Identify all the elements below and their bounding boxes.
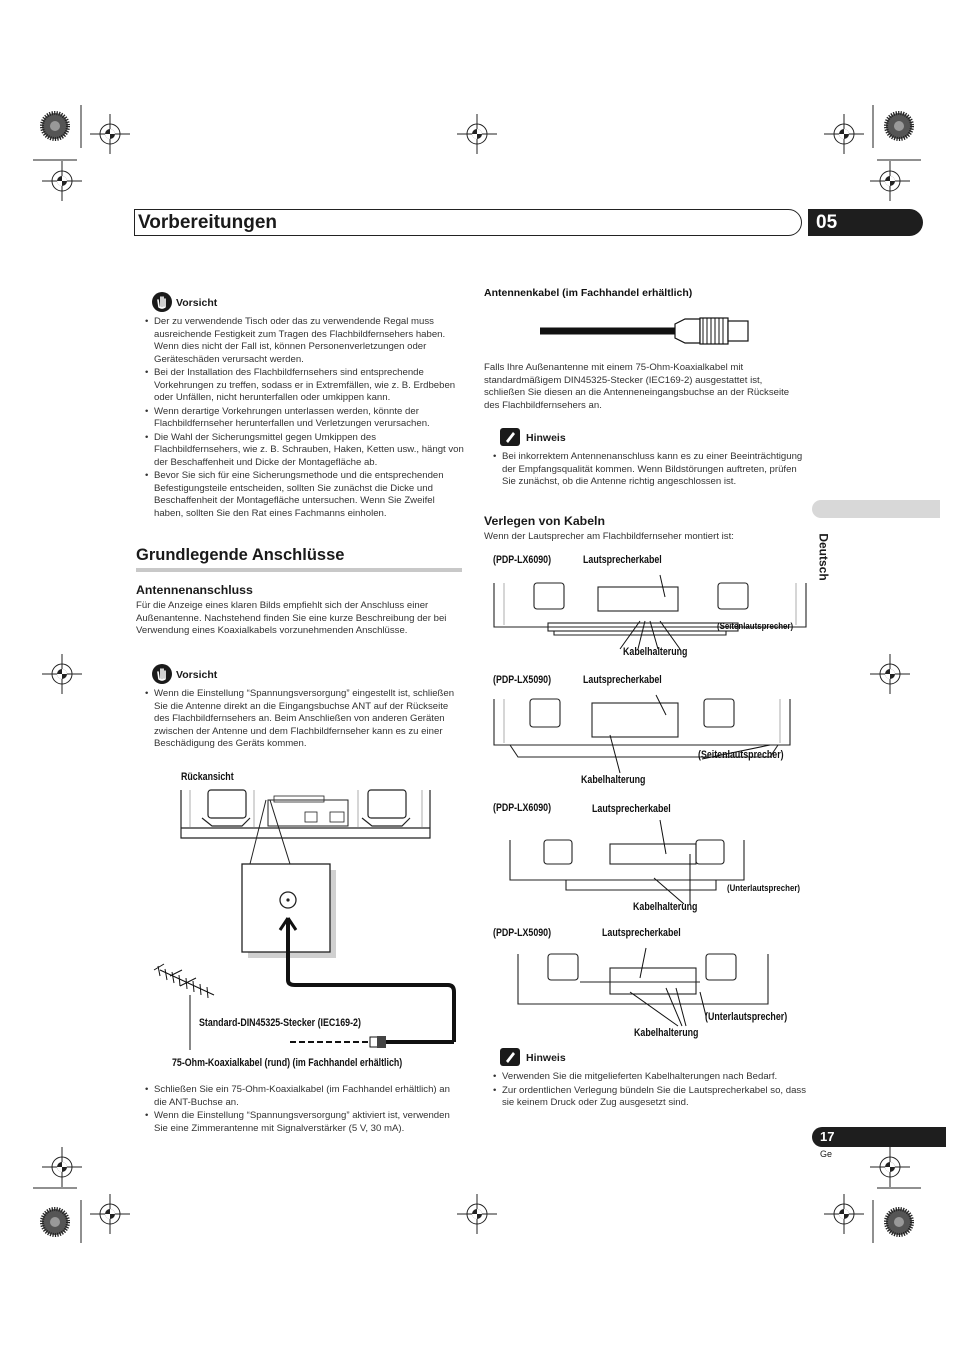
cable-holder-label: Kabelhalterung (634, 1027, 699, 1039)
rear-view-label: Rückansicht (181, 771, 234, 783)
list-item: • Bevor Sie sich für eine Sicherungsmethode und die entsprechenden Befestigungsteile entscheiden, sollten Sie zunächst die Dicke und Beschaffenheit der Montagefläche untersuchen. Wenn Sie Zweifel haben, sollten Sie den Rat eines Fachmanns einholen. (144, 470, 464, 520)
cable-holder-label: Kabelhalterung (623, 646, 688, 658)
plug-label: Standard-DIN45325-Stecker (IEC169-2) (199, 1017, 361, 1029)
routing-heading: Verlegen von Kabeln (484, 514, 605, 528)
model-label: (PDP-LX6090) (493, 554, 552, 566)
page-number: 17 (812, 1127, 946, 1147)
cable-text: Falls Ihre Außenantenne mit einem 75-Ohm-Koaxialkabel mit standardmäßigem DIN45325-Stecker (IEC169-2) ausgestattet ist, schließen Sie diesen an die Antenneneingangsbuchse an der Rückseite des Flachbildfernsehers an. (484, 362, 790, 411)
note-pencil-icon (500, 428, 520, 446)
page-language-code: Ge (820, 1149, 833, 1159)
caution-hand-icon (152, 292, 172, 312)
language-label: Deutsch (816, 533, 831, 581)
caution-list (144, 316, 464, 521)
antenna-notes (144, 1084, 464, 1136)
list-item: • Schließen Sie ein 75-Ohm-Koaxialkabel (im Fachhandel erhältlich) an die ANT-Buchse an. (144, 1084, 464, 1109)
note-heading: Hinweis (526, 1052, 566, 1064)
language-tab (812, 500, 940, 518)
list-item: • Wenn derartige Vorkehrungen unterlassen werden, könnte der Flachbildfernseher herunterfallen und Verletzungen verursachen. (144, 406, 464, 431)
speaker-cable-label: Lautsprecherkabel (583, 674, 662, 686)
caution-hand-icon (152, 664, 172, 684)
list-item: • Verwenden Sie die mitgelieferten Kabelhalterungen nach Bedarf. (492, 1071, 808, 1084)
bottom-speaker-label: (Unterlautsprecher) (705, 1011, 788, 1023)
caution-list (144, 688, 464, 752)
note-heading: Hinweis (526, 432, 566, 444)
list-item: • Die Wahl der Sicherungsmittel gegen Umkippen des Flachbildfernsehers, wie z. B. Schrauben, Haken, Ketten usw., hängt von der Beschaffenheit und Dicke der Montagefläche ab. (144, 432, 464, 470)
routing-text: Wenn der Lautsprecher am Flachbildfernseher montiert ist: (484, 531, 734, 542)
side-speaker-label: (Seitenlautsprecher) (717, 621, 794, 632)
side-speaker-label: (Seitenlautsprecher) (698, 749, 784, 761)
model-label: (PDP-LX5090) (493, 927, 552, 939)
section-title: Grundlegende Anschlüsse (136, 546, 345, 564)
list-item: • Der zu verwendende Tisch oder das zu verwendende Regal muss ausreichende Festigkeit zum Tragen des Flachbildfernsehers haben. Wenn dies nicht der Fall ist, können Personenverletzungen oder Geräteschäden verursacht werden. (144, 316, 464, 366)
chapter-number: 05 (808, 209, 923, 236)
antenna-heading: Antennenanschluss (136, 583, 253, 597)
cable-holder-label: Kabelhalterung (633, 901, 698, 913)
list-item: • Bei inkorrektem Antennenanschluss kann es zu einer Beeinträchtigung der Empfangsqualität kommen. Wenn Bildstörungen auftreten, prüfen Sie zunächst, ob die Antenne richtig angeschlossen ist. (492, 451, 806, 489)
antenna-cable-illustration (540, 314, 770, 354)
model-label: (PDP-LX5090) (493, 674, 552, 686)
speaker-cable-label: Lautsprecherkabel (602, 927, 681, 939)
note-list (492, 1071, 808, 1111)
speaker-cable-label: Lautsprecherkabel (592, 803, 671, 815)
speaker-cable-label: Lautsprecherkabel (583, 554, 662, 566)
routing-diagram-1 (490, 575, 810, 645)
list-item: • Zur ordentlichen Verlegung bündeln Sie die Lautsprecherkabel so, dass sie keinem Druck oder Zug ausgesetzt sind. (492, 1085, 808, 1110)
antenna-text: Für die Anzeige eines klaren Bilds empfiehlt sich der Anschluss einer Außenantenne. Nachstehend finden Sie eine kurze Beschreibung der bei Verwendung eines Koaxialkabels vorzunehmenden Anschlüsse. (136, 600, 447, 636)
list-item: • Wenn die Einstellung “Spannungsversorgung” aktiviert ist, verwenden Sie eine Zimmerantenne mit Signalverstärker (5 V, 30 mA). (144, 1110, 464, 1135)
cable-heading: Antennenkabel (im Fachhandel erhältlich) (484, 287, 693, 299)
list-item: • Wenn die Einstellung “Spannungsversorgung” eingestellt ist, schließen Sie die Antenne direkt an die Eingangsbuchse ANT auf der Rückseite des Flachbildfernsehers an. Beim Anschließen von anderen Geräten zwischen der Antenne und dem Flachbildfernseher kann es zu einer Beschädigung des Geräts kommen. (144, 688, 464, 751)
list-item: • Bei der Installation des Flachbildfernsehers sind entsprechende Vorkehrungen zu treffen, sodass er in Extremfällen, wie z. B. Erdbeben oder Unfällen, nicht herunterfallen oder umkippen kann. (144, 367, 464, 405)
coax-cable-label: 75-Ohm-Koaxialkabel (rund) (im Fachhandel erhältlich) (172, 1057, 403, 1069)
page-title: Vorbereitungen (138, 212, 277, 233)
bottom-speaker-label: (Unterlautsprecher) (727, 883, 801, 894)
caution-heading: Vorsicht (176, 669, 218, 681)
note-list (492, 451, 806, 490)
cable-holder-label: Kabelhalterung (581, 774, 646, 786)
note-pencil-icon (500, 1048, 520, 1066)
section-rule (136, 568, 462, 572)
model-label: (PDP-LX6090) (493, 802, 552, 814)
caution-heading: Vorsicht (176, 297, 218, 309)
